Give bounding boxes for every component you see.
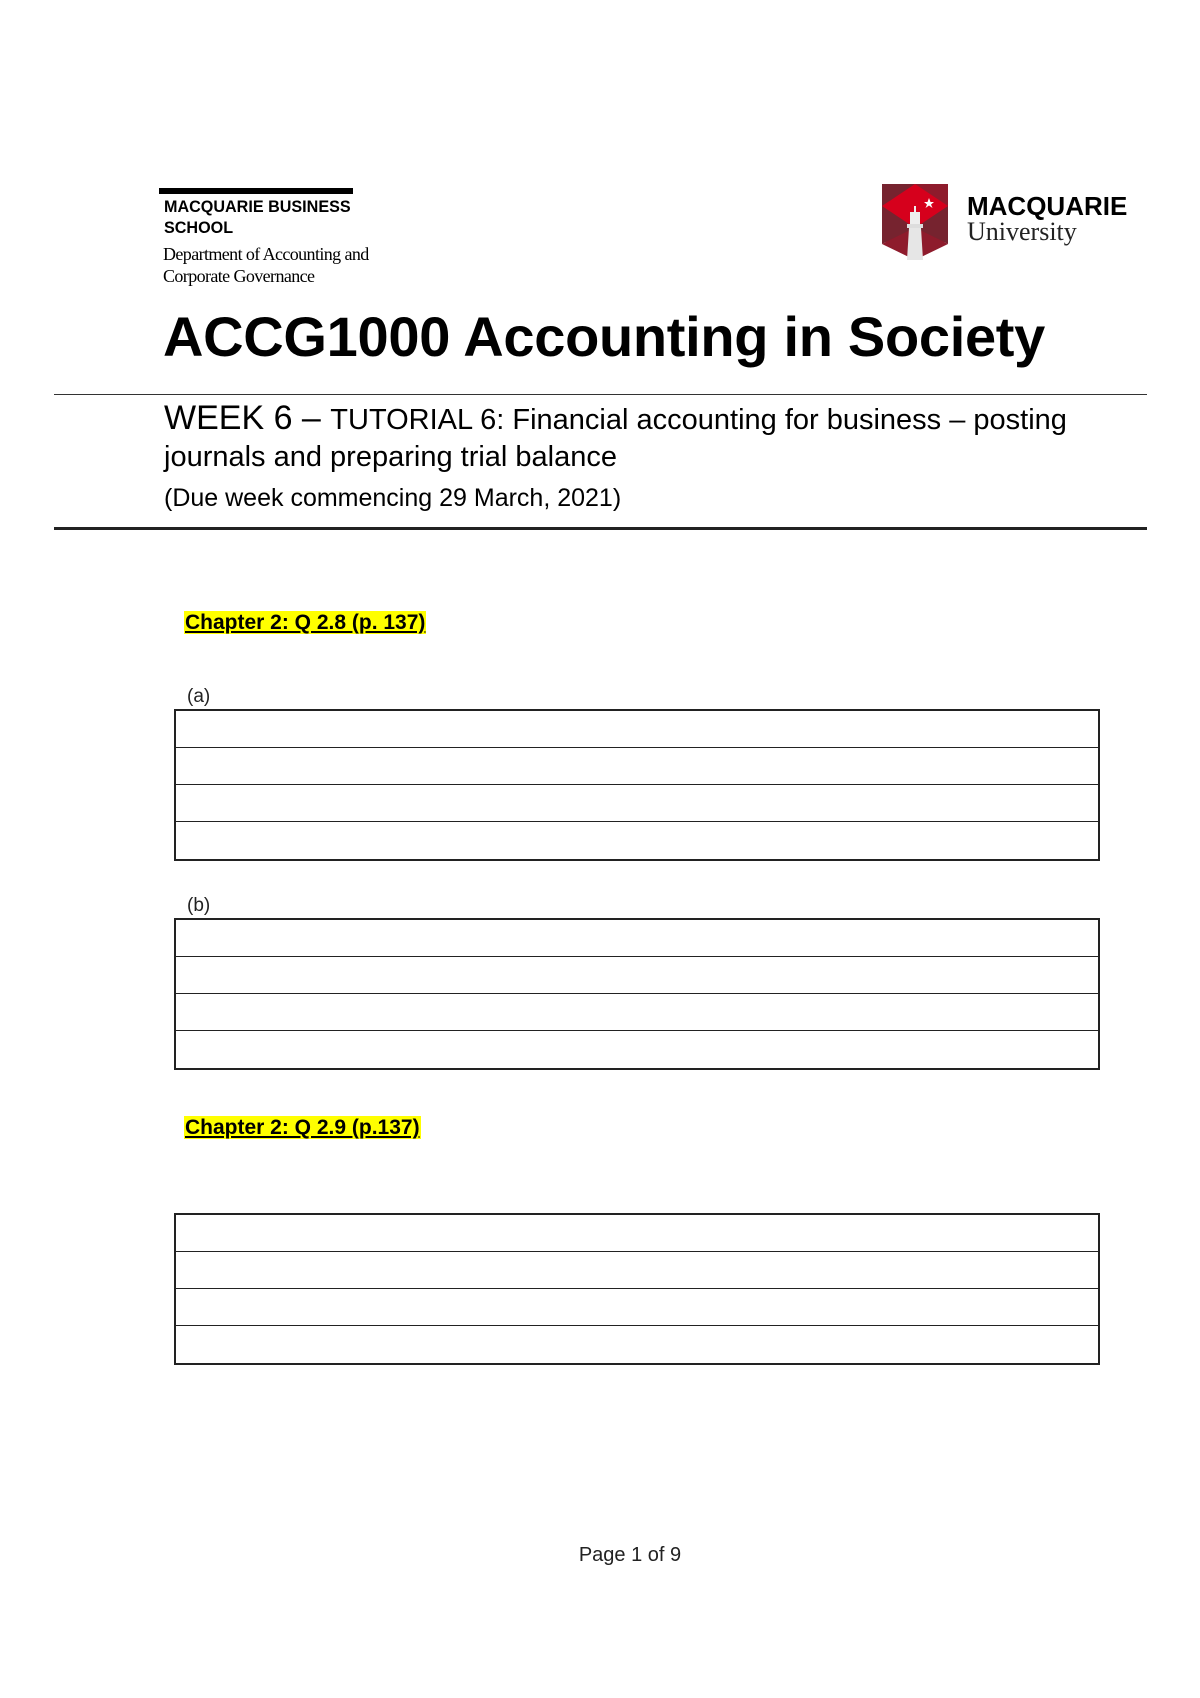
answer-box-q29[interactable] [174, 1213, 1100, 1365]
part-label: (b) [187, 895, 211, 916]
divider [54, 394, 1147, 395]
answer-row[interactable] [176, 994, 1098, 1031]
school-name [164, 196, 351, 238]
answer-row[interactable] [176, 785, 1098, 822]
university-shield-logo [882, 184, 948, 260]
answer-row[interactable] [176, 748, 1098, 785]
section-heading-text: Chapter 2: Q 2.8 (p. 137) [185, 611, 426, 634]
tutorial-subtitle [164, 400, 1104, 476]
answer-row[interactable] [176, 1031, 1098, 1068]
answer-row[interactable] [176, 1326, 1098, 1363]
part-label: (a) [187, 686, 211, 707]
section-heading [184, 1116, 421, 1140]
school-name-line2: SCHOOL [164, 218, 234, 237]
due-date: (Due week commencing 29 March, 2021) [164, 484, 622, 512]
header-rule [159, 188, 353, 194]
section-heading-text: Chapter 2: Q 2.9 (p.137) [185, 1116, 420, 1139]
page-title: ACCG1000 Accounting in Society [163, 305, 1045, 368]
answer-box-a[interactable] [174, 709, 1100, 861]
week-label: WEEK 6 – [164, 399, 331, 437]
department-name [163, 243, 369, 287]
answer-row[interactable] [176, 1289, 1098, 1326]
answer-row[interactable] [176, 1215, 1098, 1252]
logo-subtitle: University [967, 217, 1077, 246]
school-name-line1: MACQUARIE BUSINESS [164, 197, 351, 216]
answer-row[interactable] [176, 920, 1098, 957]
tutorial-title: TUTORIAL 6: Financial accounting for business – posting journals and preparing trial balance [164, 404, 1067, 473]
answer-row[interactable] [176, 822, 1098, 859]
answer-row[interactable] [176, 711, 1098, 748]
answer-row[interactable] [176, 957, 1098, 994]
page-number: Page 1 of 9 [578, 1544, 682, 1566]
answer-row[interactable] [176, 1252, 1098, 1289]
department-line1: Department of Accounting and [163, 244, 369, 264]
logo-wordmark: MACQUARIE [967, 191, 1128, 221]
answer-box-b[interactable] [174, 918, 1100, 1070]
divider [54, 527, 1147, 530]
section-heading [184, 611, 426, 635]
department-line2: Corporate Governance [163, 266, 315, 286]
